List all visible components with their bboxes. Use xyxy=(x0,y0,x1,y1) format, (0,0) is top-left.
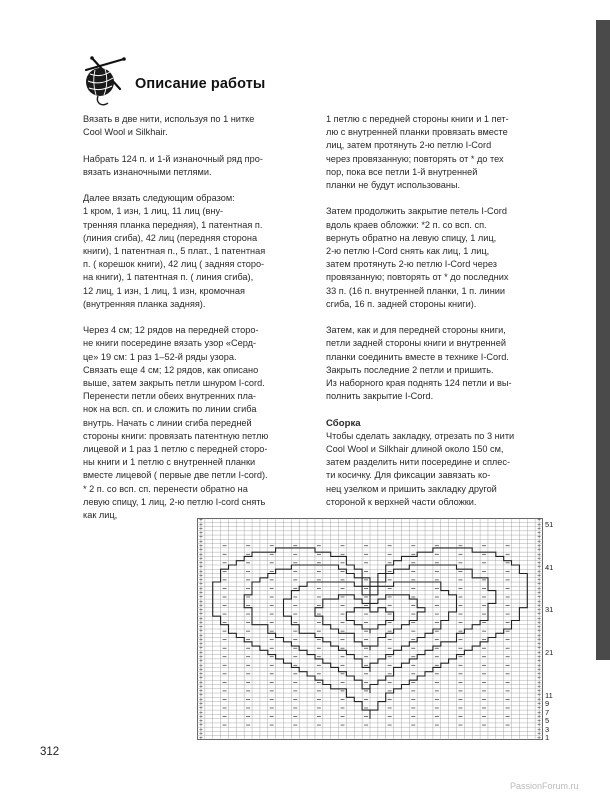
edge-stitch-symbol: + xyxy=(536,577,542,584)
chart-row-label: 5 xyxy=(545,716,550,726)
text-line: сгиба, 16 п. задней стороны книги). xyxy=(326,298,477,309)
text-line: вязать изнаночными петлями. xyxy=(83,166,212,177)
edge-stitch-symbol: + xyxy=(536,632,542,639)
text-line: Затем, как и для передней стороны книги, xyxy=(326,325,506,336)
edge-stitch-symbol: + xyxy=(198,701,204,708)
text-line: * 2 п. со всп. сп. перенести обратно на xyxy=(83,483,248,494)
edge-stitch-symbol: + xyxy=(198,620,204,627)
right-column-paragraph xyxy=(326,205,552,311)
text-line: нец узелком и пришить закладку другой xyxy=(326,483,497,494)
edge-stitch-symbol: + xyxy=(198,577,204,584)
text-line: выше, затем закрыть петли шнуром I-cord. xyxy=(83,378,265,389)
edge-stitch-symbol: + xyxy=(198,564,204,571)
text-line: левую спицу, 1 лиц, 2-ю петлю I-cord снять xyxy=(83,496,266,507)
edge-stitch-symbol: + xyxy=(536,590,542,597)
text-line: Затем продолжить закрытие петель I-Cord xyxy=(326,206,507,217)
edge-stitch-symbol: + xyxy=(198,641,204,648)
text-line: затем протянуть 2-ю петлю I-Cord через xyxy=(326,259,497,270)
edge-stitch-symbol: + xyxy=(536,731,542,738)
edge-stitch-symbol: + xyxy=(198,705,204,712)
edge-stitch-symbol: + xyxy=(198,688,204,695)
edge-stitch-symbol: + xyxy=(536,564,542,571)
text-line: через провязанную; повторять от * до тех xyxy=(326,153,504,164)
edge-stitch-symbol: + xyxy=(198,658,204,665)
edge-stitch-symbol: + xyxy=(536,650,542,657)
edge-stitch-symbol: + xyxy=(536,641,542,648)
edge-stitch-symbol: + xyxy=(536,551,542,558)
text-line: стороны книги: провязать патентную петлю xyxy=(83,430,269,441)
edge-stitch-symbol: + xyxy=(536,573,542,580)
edge-stitch-symbol: + xyxy=(198,590,204,597)
edge-stitch-symbol: + xyxy=(536,543,542,550)
left-column-paragraph xyxy=(83,153,309,179)
chart-row-label: 41 xyxy=(545,562,554,572)
chart-row-label: 7 xyxy=(545,707,550,717)
edge-stitch-symbol: + xyxy=(198,534,204,541)
right-text-column xyxy=(326,113,552,509)
edge-stitch-symbol: + xyxy=(198,735,204,740)
edge-stitch-symbol: + xyxy=(198,722,204,729)
edge-stitch-symbol: + xyxy=(536,611,542,618)
text-line: Набрать 124 п. и 1-й изнаночный ряд про- xyxy=(83,153,263,164)
edge-stitch-symbol: + xyxy=(536,726,542,733)
edge-stitch-symbol: + xyxy=(536,667,542,674)
text-line: (линия сгиба), 42 лиц (передняя сторона xyxy=(83,232,258,243)
watermark: PassionForum.ru xyxy=(510,781,579,791)
text-line: нок на всп. сп. и сложить по линии сгиба xyxy=(83,404,257,415)
text-line: лиц, затем протянуть 2-ю петлю I-Cord xyxy=(326,140,492,151)
edge-stitch-symbol: + xyxy=(536,696,542,703)
edge-stitch-symbol: + xyxy=(198,551,204,558)
edge-stitch-symbol: + xyxy=(536,568,542,575)
edge-stitch-symbol: + xyxy=(536,598,542,605)
yarn-ball-knitting-needles-icon xyxy=(82,56,126,106)
text-line: лю с внутренней планки провязать вместе xyxy=(326,127,508,138)
text-line: Чтобы сделать закладку, отрезать по 3 нити xyxy=(326,430,515,441)
edge-stitch-symbol: + xyxy=(198,675,204,682)
edge-stitch-symbol: + xyxy=(198,632,204,639)
edge-stitch-symbol: + xyxy=(536,628,542,635)
edge-stitch-symbol: + xyxy=(198,539,204,546)
edge-stitch-symbol: + xyxy=(198,521,204,528)
edge-stitch-symbol: + xyxy=(198,662,204,669)
edge-stitch-symbol: + xyxy=(536,735,542,740)
edge-stitch-symbol: + xyxy=(198,671,204,678)
edge-stitch-symbol: + xyxy=(198,667,204,674)
text-line: вернуть обратно на левую спицу, 1 лиц, xyxy=(326,232,497,243)
chart-row-label: 21 xyxy=(545,648,554,657)
left-column-paragraph xyxy=(83,192,309,311)
edge-stitch-symbol: + xyxy=(536,607,542,614)
edge-stitch-symbol: + xyxy=(198,611,204,618)
text-line: (внутренняя планка задняя). xyxy=(83,298,206,309)
text-line: 1 кром, 1 изн, 1 лиц, 11 лиц (вну- xyxy=(83,206,224,217)
text-line: Закрыть последние 2 петли и пришить. xyxy=(326,364,494,375)
right-column-paragraph xyxy=(326,324,552,403)
edge-stitch-symbol: + xyxy=(198,718,204,725)
text-line: планки не будут использованы. xyxy=(326,180,461,191)
edge-stitch-symbol: + xyxy=(536,654,542,661)
text-line: вместе лицевой ( первые две петли I-cord). xyxy=(83,470,268,481)
edge-stitch-symbol: + xyxy=(536,560,542,567)
edge-stitch-symbol: + xyxy=(536,722,542,729)
page-number: 312 xyxy=(40,746,60,758)
edge-stitch-symbol: + xyxy=(198,628,204,635)
page-edge-bar xyxy=(596,20,610,660)
edge-stitch-symbol: + xyxy=(198,650,204,657)
edge-stitch-symbol: + xyxy=(198,556,204,563)
edge-stitch-symbol: + xyxy=(198,530,204,537)
edge-stitch-symbol: + xyxy=(536,556,542,563)
section-header xyxy=(82,56,322,108)
edge-stitch-symbol: + xyxy=(536,701,542,708)
text-line: ны книги и 1 петлю с внутренней планки xyxy=(83,457,256,468)
edge-stitch-symbol: + xyxy=(536,603,542,610)
text-line: как лиц, xyxy=(83,510,118,521)
edge-stitch-symbol: + xyxy=(536,709,542,716)
edge-stitch-symbol: + xyxy=(198,526,204,533)
left-column-paragraph xyxy=(83,324,309,522)
edge-stitch-symbol: + xyxy=(536,679,542,686)
chart-row-label: 9 xyxy=(545,699,550,709)
edge-stitch-symbol: + xyxy=(536,518,542,524)
edge-stitch-symbol: + xyxy=(198,654,204,661)
edge-stitch-symbol: + xyxy=(536,688,542,695)
edge-stitch-symbol: + xyxy=(198,607,204,614)
chart-row-label: 31 xyxy=(545,605,554,615)
text-line: провязанную; повторять от * до последних xyxy=(326,272,509,283)
edge-stitch-symbol: + xyxy=(198,568,204,575)
text-line: не книги посередине вязать узор «Серд- xyxy=(83,338,257,349)
edge-stitch-symbol: + xyxy=(198,726,204,733)
text-line: 33 п. (16 п. внутренней планки, 1 п. линии xyxy=(326,285,506,296)
edge-stitch-symbol: + xyxy=(536,521,542,528)
text-line: планки соединить вместе в технике I-Cord. xyxy=(326,351,509,362)
right-column-paragraph xyxy=(326,113,552,192)
edge-stitch-symbol: + xyxy=(536,658,542,665)
chart-row-label: 51 xyxy=(545,519,554,529)
edge-stitch-symbol: + xyxy=(536,705,542,712)
edge-stitch-symbol: + xyxy=(198,684,204,691)
chart-row-label: 11 xyxy=(545,690,553,700)
knitting-chart xyxy=(197,518,543,740)
assembly-section xyxy=(326,417,552,509)
edge-stitch-symbol: + xyxy=(536,534,542,541)
page-title: Описание работы xyxy=(135,76,266,92)
edge-stitch-symbol: + xyxy=(198,615,204,622)
text-line: Далее вязать следующим образом: xyxy=(83,193,235,204)
text-line: тренняя планка передняя), 1 патентная п. xyxy=(83,219,263,230)
edge-stitch-symbol: + xyxy=(198,692,204,699)
text-line: вдоль краев обложки: *2 п. со всп. сп. xyxy=(326,219,487,230)
edge-stitch-symbol: + xyxy=(536,714,542,721)
edge-stitch-symbol: + xyxy=(198,645,204,652)
chart-row-label: 1 xyxy=(545,733,550,743)
edge-stitch-symbol: + xyxy=(536,692,542,699)
text-line: лицевой и 1 раз 1 петлю с передней сторо- xyxy=(83,444,268,455)
edge-stitch-symbol: + xyxy=(198,709,204,716)
text-line: 2-ю петлю I-Cord снять как лиц, 1 лиц, xyxy=(326,246,490,257)
text-line: Через 4 см; 12 рядов на передней сторо- xyxy=(83,325,259,336)
text-line: пор, пока все петли 1-й внутренней xyxy=(326,166,478,177)
edge-stitch-symbol: + xyxy=(536,624,542,631)
edge-stitch-symbol: + xyxy=(536,526,542,533)
text-line: Из наборного края поднять 124 петли и вы- xyxy=(326,378,512,389)
text-line: на книги), 1 патентная п. ( линия сгиба), xyxy=(83,272,254,283)
edge-stitch-symbol: + xyxy=(198,585,204,592)
text-line: Cool Wool и Silkhair длиной около 150 см, xyxy=(326,444,504,455)
left-text-column xyxy=(83,113,309,535)
edge-stitch-symbol: + xyxy=(536,662,542,669)
chart-row-label: 3 xyxy=(545,724,550,734)
assembly-heading: Сборка xyxy=(326,417,361,429)
edge-stitch-symbol: + xyxy=(198,543,204,550)
text-line: Связать еще 4 см; 12 рядов, как описано xyxy=(83,364,259,375)
edge-stitch-symbol: + xyxy=(536,675,542,682)
text-line: Вязать в две нити, используя по 1 нитке xyxy=(83,114,255,124)
edge-stitch-symbol: + xyxy=(198,624,204,631)
edge-stitch-symbol: + xyxy=(536,620,542,627)
text-line: книги), 1 патентная п., 5 плат., 1 патентная xyxy=(83,246,266,256)
edge-stitch-symbol: + xyxy=(198,560,204,567)
text-line: п. ( корешок книги), 42 лиц ( задняя сторо- xyxy=(83,259,265,270)
text-line: петли задней стороны книги и внутренней xyxy=(326,338,506,349)
edge-stitch-symbol: + xyxy=(536,530,542,537)
edge-stitch-symbol: + xyxy=(536,585,542,592)
edge-stitch-symbol: + xyxy=(536,637,542,644)
chart-row-labels xyxy=(545,518,565,743)
edge-stitch-symbol: + xyxy=(198,637,204,644)
left-column-paragraph xyxy=(83,113,309,139)
edge-stitch-symbol: + xyxy=(536,615,542,622)
edge-stitch-symbol: + xyxy=(536,671,542,678)
text-line: затем разделить нити посередине и сплес- xyxy=(326,457,511,468)
edge-stitch-symbol: + xyxy=(198,594,204,601)
edge-stitch-symbol: + xyxy=(536,594,542,601)
text-line: 1 петлю с передней стороны книги и 1 пет- xyxy=(326,114,509,124)
edge-stitch-symbol: + xyxy=(198,679,204,686)
edge-stitch-symbol: + xyxy=(198,731,204,738)
edge-stitch-symbol: + xyxy=(198,714,204,721)
text-line: Cool Wool и Silkhair. xyxy=(83,127,168,138)
edge-stitch-symbol: + xyxy=(198,547,204,554)
text-line: 12 лиц, 1 изн, 1 лиц, 1 изн, кромочная xyxy=(83,285,245,296)
text-line: внутрь. Начать с линии сгиба передней xyxy=(83,417,252,428)
text-line: це» 19 см: 1 раз 1–52-й ряды узора. xyxy=(83,351,237,362)
text-line: стороной к верхней части обложки. xyxy=(326,496,477,507)
edge-stitch-symbol: + xyxy=(536,684,542,691)
text-line: Перенести петли обеих внутренних пла- xyxy=(83,391,256,402)
edge-stitch-symbol: + xyxy=(198,581,204,588)
edge-stitch-symbol: + xyxy=(198,518,204,524)
edge-stitch-symbol: + xyxy=(536,539,542,546)
text-line: полнить закрытие I-Cord. xyxy=(326,391,434,402)
text-line: ти косичку. Для фиксации завязать ко- xyxy=(326,470,491,481)
edge-stitch-symbol: + xyxy=(536,645,542,652)
edge-stitch-symbol: + xyxy=(198,696,204,703)
edge-stitch-symbol: + xyxy=(536,547,542,554)
edge-stitch-symbol: + xyxy=(536,718,542,725)
edge-stitch-symbol: + xyxy=(198,603,204,610)
edge-stitch-symbol: + xyxy=(536,581,542,588)
edge-stitch-symbol: + xyxy=(198,573,204,580)
edge-stitch-symbol: + xyxy=(198,598,204,605)
